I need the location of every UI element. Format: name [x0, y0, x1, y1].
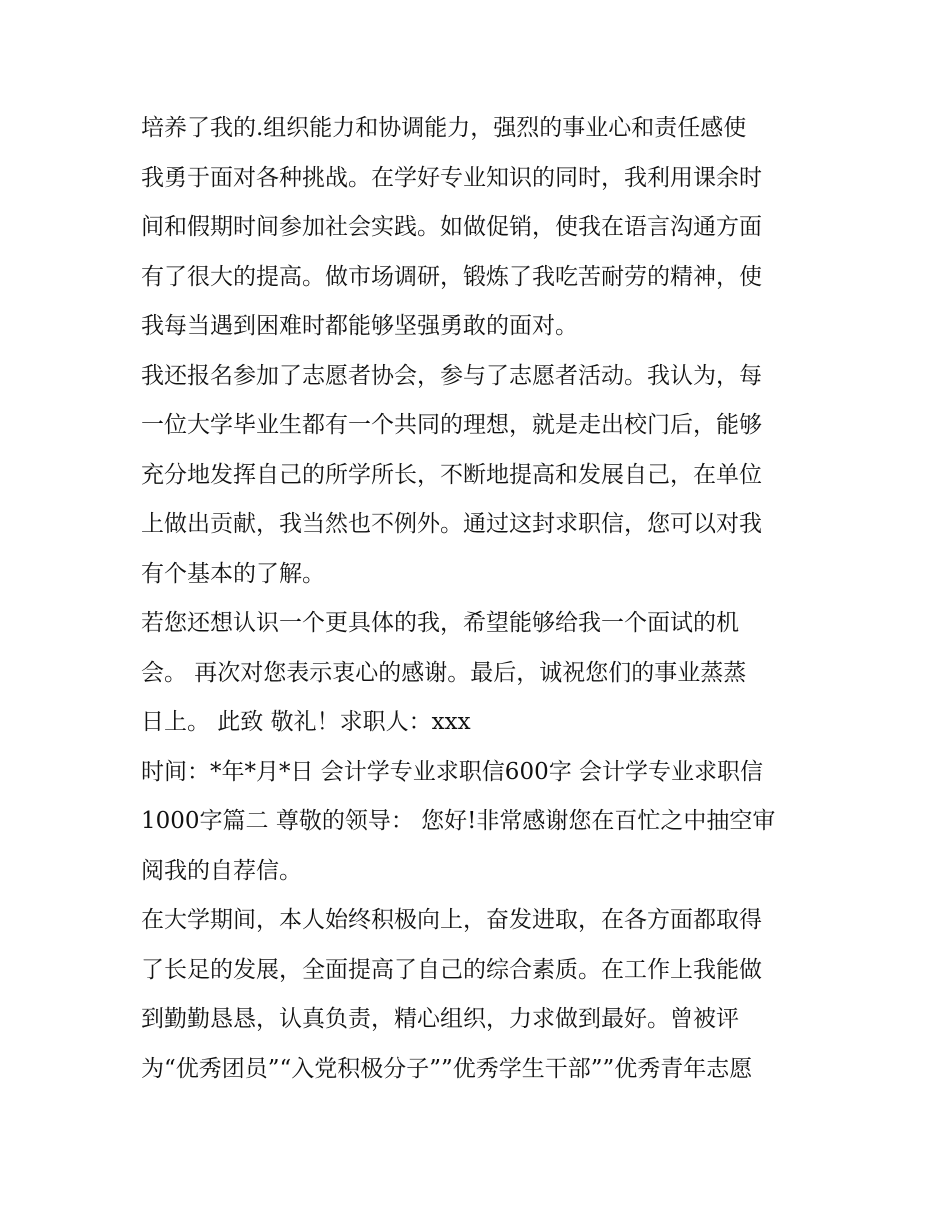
text-line: 培养了我的.组织能力和协调能力，强烈的事业心和责任感使: [141, 115, 747, 141]
text-line: 若您还想认识一个更具体的我，希望能够给我一个面试的机: [141, 610, 739, 636]
text-line: 在大学期间，本人始终积极向上，奋发进取，在各方面都取得: [141, 907, 762, 933]
text-line: 我每当遇到困难时都能够坚强勇敢的面对。: [141, 313, 578, 339]
text-line: 我还报名参加了志愿者协会，参与了志愿者活动。我认为，每: [141, 362, 762, 389]
text-line: 阅我的自荐信。: [141, 857, 302, 884]
text-line: 为“优秀团员”“入党积极分子””优秀学生干部””优秀青年志愿: [141, 1055, 753, 1082]
text-line: 有了很大的提高。做市场调研，锻炼了我吃苦耐劳的精神，使: [141, 263, 762, 290]
document-body: [141, 104, 821, 1094]
text-line: 时间：*年*月*日 会计学专业求职信600字 会计学专业求职信: [141, 758, 764, 785]
text-line: 间和假期时间参加社会实践。如做促销，使我在语言沟通方面: [141, 214, 762, 240]
text-line: 会。 再次对您表示衷心的感谢。最后，诚祝您们的事业蒸蒸: [141, 659, 747, 686]
text-line: 上做出贡献，我当然也不例外。通过这封求职信，您可以对我: [141, 511, 762, 537]
text-line: 了长足的发展，全面提高了自己的综合素质。在工作上我能做: [141, 956, 762, 983]
text-line: 到勤勤恳恳，认真负责，精心组织，力求做到最好。曾被评: [141, 1006, 739, 1032]
text-line: 一位大学毕业生都有一个共同的理想，就是走出校门后，能够: [141, 412, 762, 438]
text-line: 有个基本的了解。: [141, 560, 325, 587]
text-line: 日上。 此致 敬礼！求职人：xxx: [141, 709, 471, 735]
text-line: 1000字篇二 尊敬的领导： 您好!非常感谢您在百忙之中抽空审: [141, 808, 776, 834]
text-line: 我勇于面对各种挑战。在学好专业知识的同时，我利用课余时: [141, 164, 762, 191]
text-line: 充分地发挥自己的所学所长，不断地提高和发展自己，在单位: [141, 461, 762, 488]
